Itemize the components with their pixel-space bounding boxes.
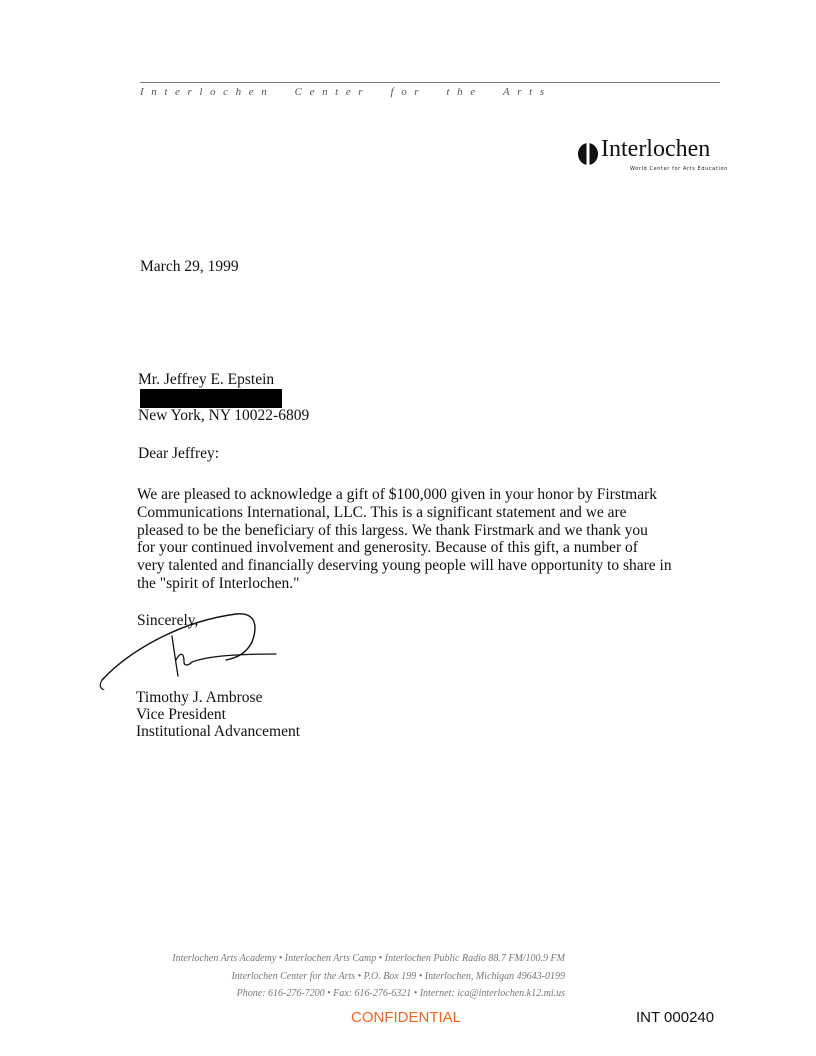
body-line: pleased to be the beneficiary of this largess. We thank Firstmark and we thank you [137, 521, 648, 539]
body-line: the "spirit of Interlochen." [137, 574, 300, 592]
letter-date: March 29, 1999 [140, 258, 239, 275]
body-line: very talented and financially deserving young people will have opportunity to share in [137, 557, 672, 575]
letterhead-footer [172, 950, 565, 1003]
interlochen-logo-icon [577, 142, 599, 166]
body-line: for your continued involvement and generosity. Because of this gift, a number of [137, 539, 638, 557]
signature-block [136, 689, 300, 741]
logo-tagline: World Center for Arts Education [630, 166, 728, 172]
footer-line: Interlochen Center for the Arts • P.O. Box 199 • Interlochen, Michigan 49643-0199 [231, 970, 565, 982]
letter-body [137, 486, 737, 593]
footer-line: Phone: 616-276-7200 • Fax: 616-276-6321 • Internet: ica@interlochen.k12.mi.us [236, 988, 565, 999]
body-line: Communications International, LLC. This is a significant statement and we are [137, 503, 627, 521]
salutation: Dear Jeffrey: [138, 445, 220, 462]
letterhead-title: Interlochen Center for the Arts [140, 86, 552, 98]
closing: Sincerely, [137, 612, 199, 629]
handwritten-signature [96, 604, 296, 690]
recipient-name: Mr. Jeffrey E. Epstein [138, 371, 275, 388]
letterhead-rule [140, 82, 720, 83]
signer-department: Institutional Advancement [136, 723, 301, 741]
logo-name: Interlochen [601, 136, 711, 162]
signer-title: Vice President [136, 706, 226, 724]
body-line: We are pleased to acknowledge a gift of $100,000 given in your honor by Firstmark [137, 486, 658, 503]
bates-number: INT 000240 [636, 1009, 715, 1026]
footer-line: Interlochen Arts Academy • Interlochen Arts Camp • Interlochen Public Radio 88.7 FM/100.9 FM [172, 953, 565, 964]
confidential-stamp: CONFIDENTIAL [351, 1009, 462, 1026]
signer-name: Timothy J. Ambrose [136, 689, 263, 706]
redaction-bar [140, 389, 282, 408]
recipient-city: New York, NY 10022-6809 [138, 407, 310, 424]
